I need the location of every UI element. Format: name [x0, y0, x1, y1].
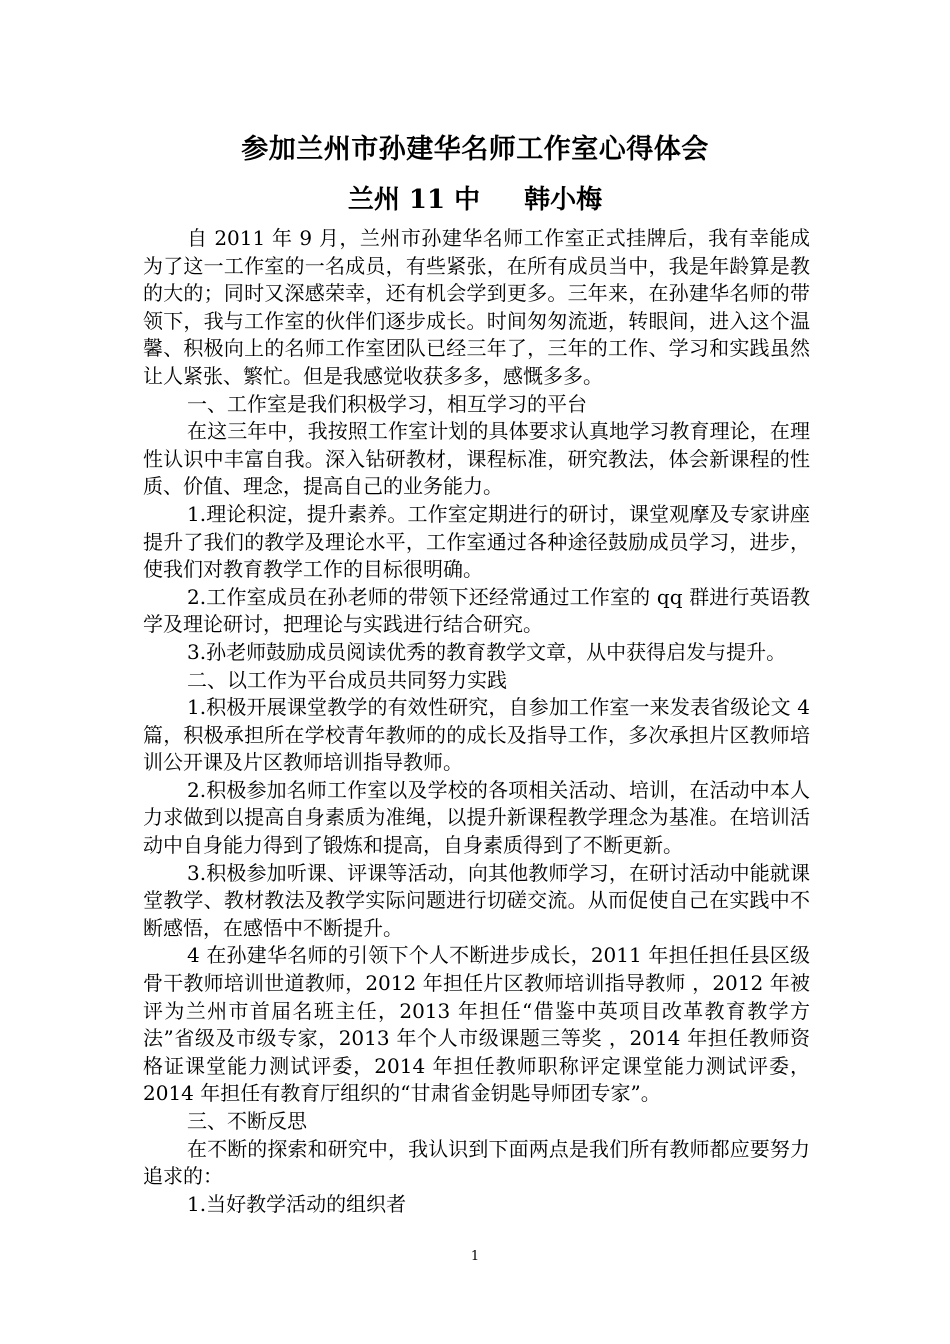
document-byline — [0, 183, 950, 217]
list-item: 3.积极参加听课、评课等活动，向其他教师学习，在研讨活动中能就课堂教学、教材教法及教学实际问题进行切磋交流。从而促使自己在实践中不断感悟，在感悟中不断提升。 — [143, 860, 810, 940]
document-title: 参加兰州市孙建华名师工作室心得体会 — [241, 134, 709, 165]
school-name: 兰州 11 中 — [347, 185, 481, 215]
section-heading-2: 二、以工作为平台成员共同努力实践 — [187, 667, 507, 692]
document-body — [143, 225, 810, 1218]
paragraph-intro: 自 2011 年 9 月，兰州市孙建华名师工作室正式挂牌后，我有幸能成为了这一工作室的一名成员，有些紧张，在所有成员当中，我是年龄算是教的大的；同时又深感荣幸，还有机会学到更多。三年来，在孙建华名师的带领下，我与工作室的伙伴们逐步成长。时间匆匆流逝，转眼间，进入这个温馨、积极向上的名师工作室团队已经三年了，三年的工作、学习和实践虽然让人紧张、繁忙。但是我感觉收获多多，感慨多多。 — [143, 226, 810, 388]
author-name: 韩小梅 — [524, 185, 603, 215]
list-item: 1.理论积淀，提升素养。工作室定期进行的研讨，课堂观摩及专家讲座提升了我们的教学及理论水平，工作室通过各种途径鼓励成员学习，进步，使我们对教育教学工作的目标很明确。 — [143, 501, 810, 582]
page-number: 1 — [470, 1249, 480, 1264]
list-item: 1.当好教学活动的组织者 — [187, 1191, 407, 1216]
list-item: 3.孙老师鼓励成员阅读优秀的教育教学文章，从中获得启发与提升。 — [187, 639, 787, 664]
paragraph: 在不断的探索和研究中，我认识到下面两点是我们所有教师都应要努力追求的： — [143, 1136, 810, 1189]
section-heading-3: 三、不断反思 — [187, 1109, 307, 1133]
paragraph: 在这三年中，我按照工作室计划的具体要求认真地学习教育理论，在理性认识中丰富自我。深入钻研教材，课程标准，研究教法，体会新课程的性质、价值、理念，提高自己的业务能力。 — [143, 419, 810, 499]
list-item: 2.积极参加名师工作室以及学校的各项相关活动、培训，在活动中本人力求做到以提高自身素质为准绳，以提升新课程教学理念为基准。在培训活动中自身能力得到了锻炼和提高，自身素质得到了不断更新。 — [143, 777, 810, 858]
list-item: 1.积极开展课堂教学的有效性研究，自参加工作室一来发表省级论文 4 篇，积极承担所在学校青年教师的的成长及指导工作，多次承担片区教师培训公开课及片区教师培训指导教师。 — [143, 695, 810, 775]
list-item: 4 在孙建华名师的引领下个人不断进步成长，2011 年担任担任县区级骨干教师培训世道教师，2012 年担任片区教师培训指导教师 ，2012 年被评为兰州市首届名班主任，2013 年担任“借鉴中英项目改革教育教学方法”省级及市级专家，2013 年个人市级课题三等奖 ，2014 年担任教师资格证课堂能力测试评委，2014 年担任教师职称评定课堂能力测试评委，2014 年担任有教育厅组织的“甘肃省金钥匙导师团专家”。 — [143, 943, 810, 1106]
section-heading-1: 一、工作室是我们积极学习，相互学习的平台 — [187, 391, 587, 416]
list-item: 2.工作室成员在孙老师的带领下还经常通过工作室的 qq 群进行英语教学及理论研讨，把理论与实践进行结合研究。 — [143, 584, 810, 637]
